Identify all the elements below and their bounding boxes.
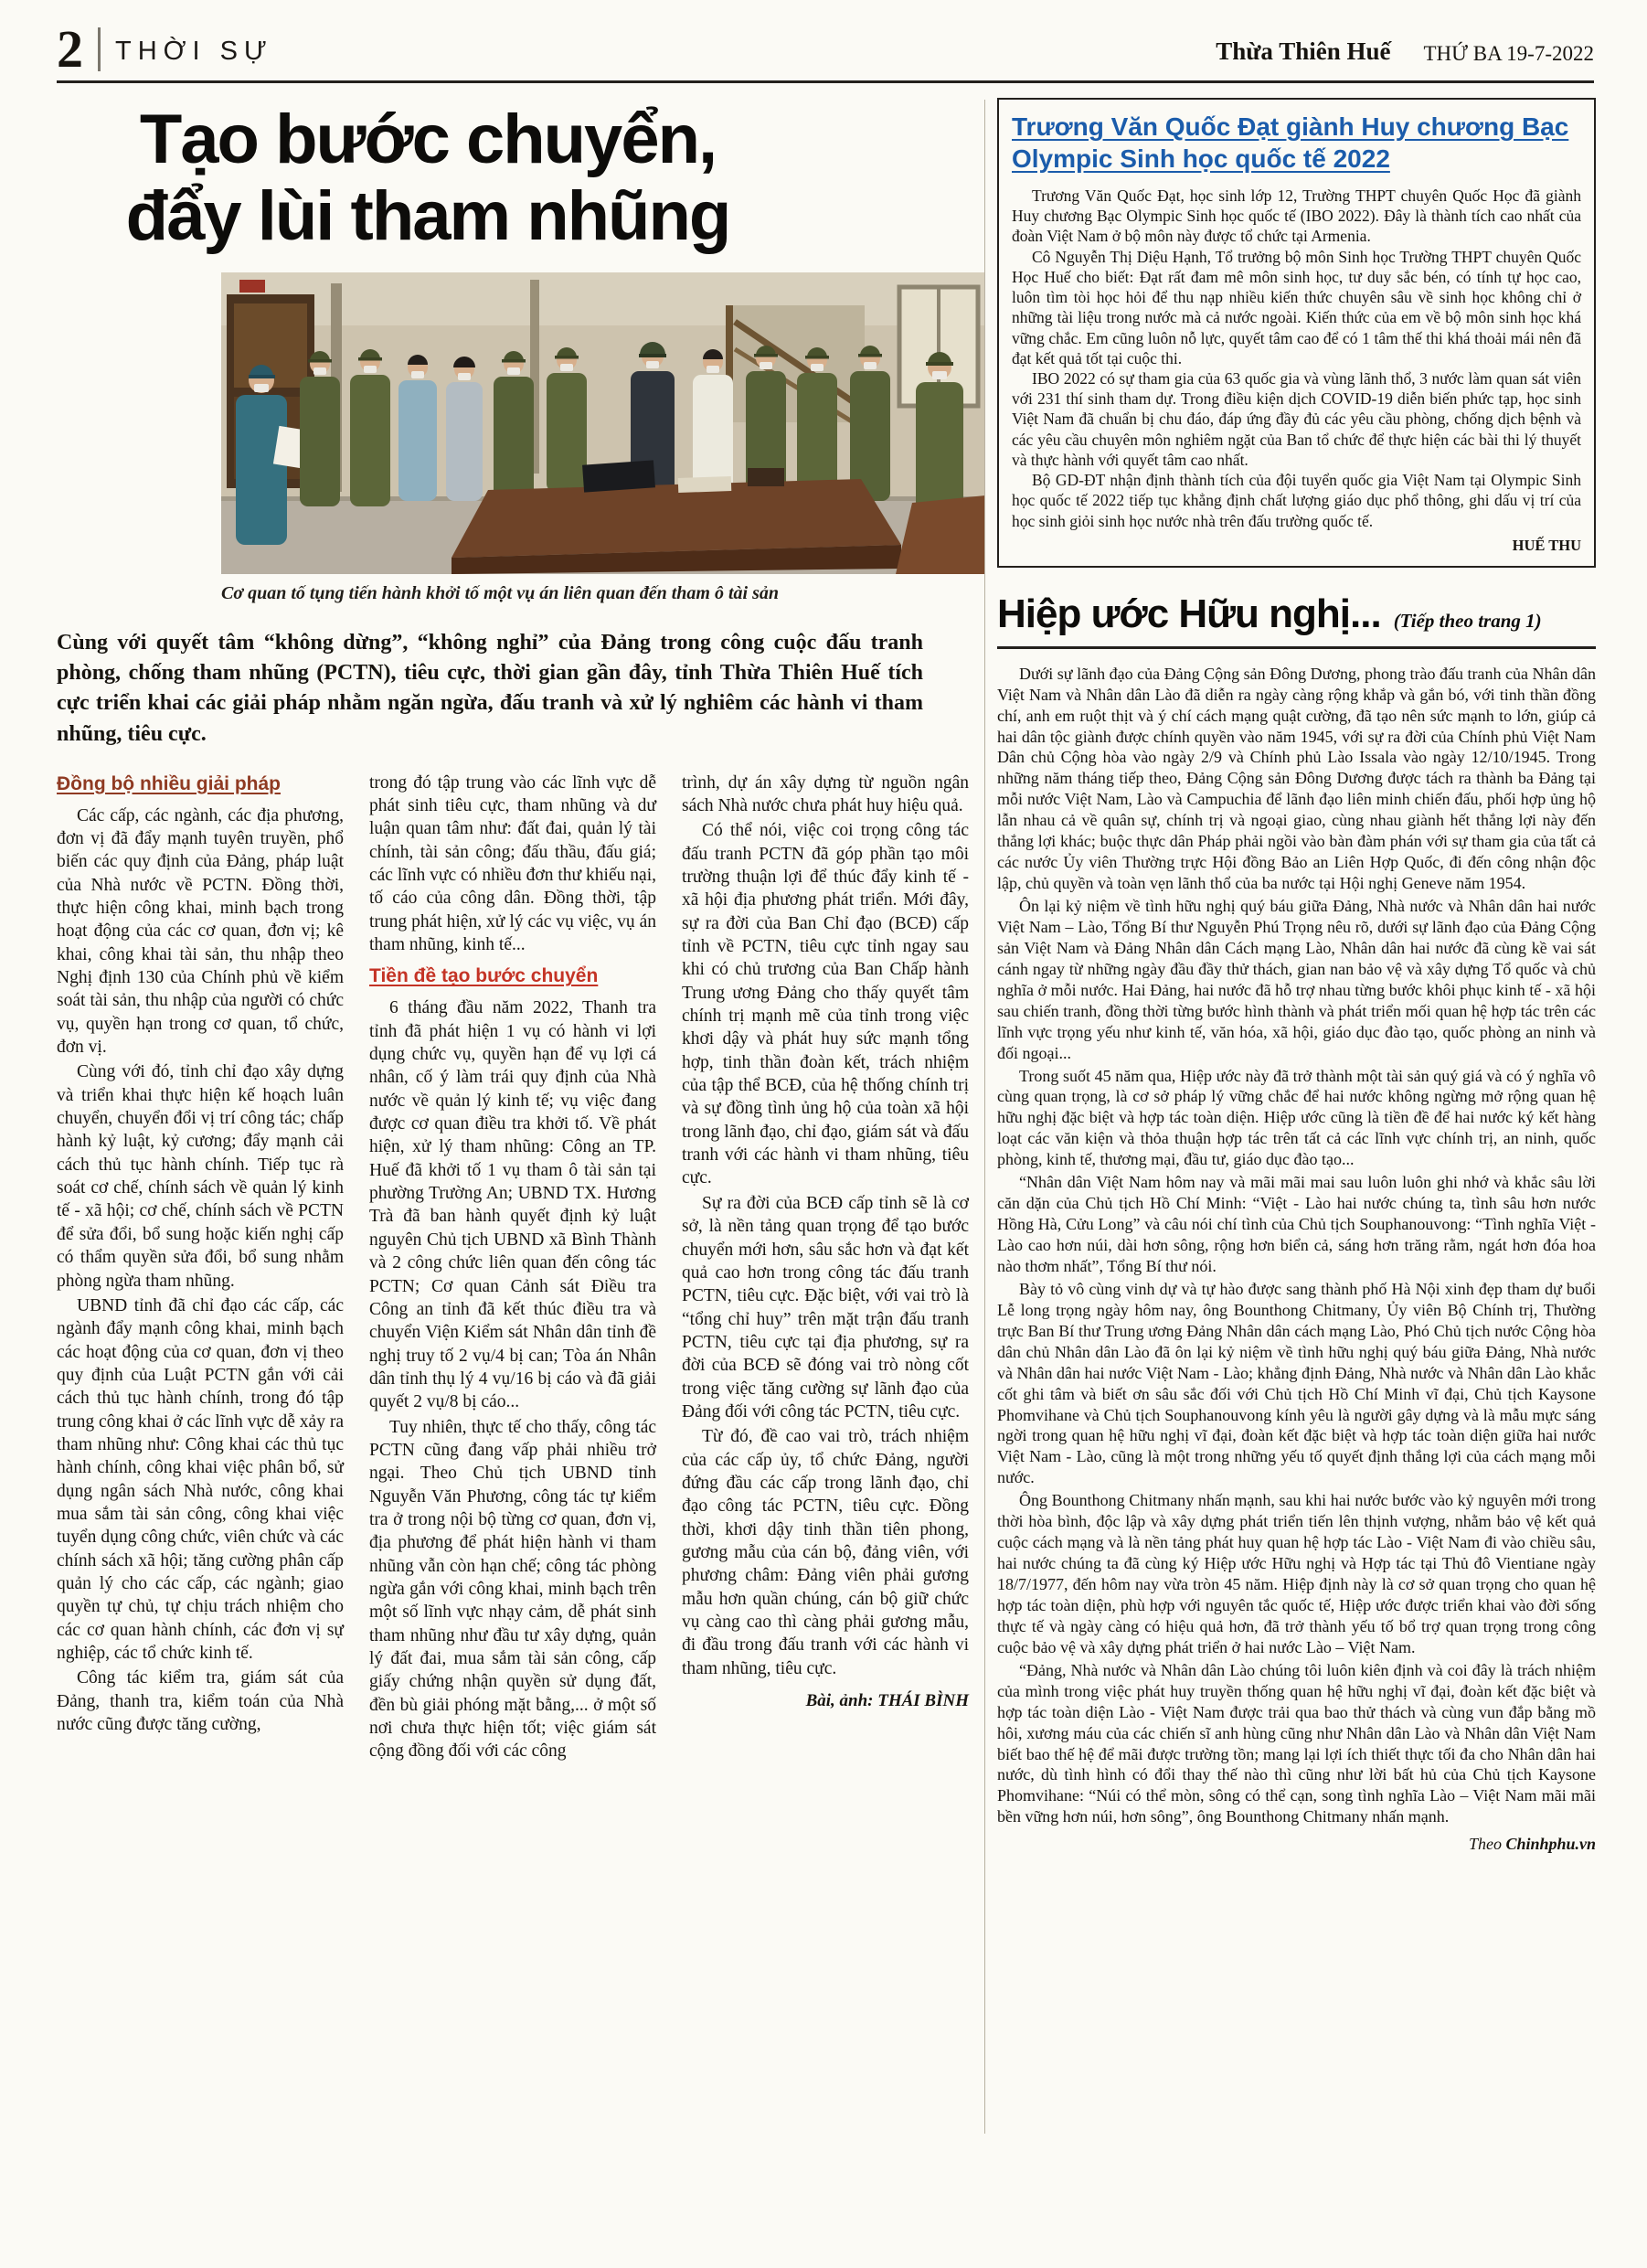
olympic-article	[997, 98, 1596, 568]
source-name: Chinhphu.vn	[1505, 1835, 1596, 1854]
treaty-body	[997, 664, 1596, 1830]
source-prefix: Theo	[1468, 1835, 1502, 1854]
main-article	[57, 98, 971, 2134]
treaty-paragraph: Ông Bounthong Chitmany nhấn mạnh, sau khi hai nước bước vào kỷ nguyên mới trong thời hòa bình, độc lập và xây dựng phát triển tiến lên thịnh vượng, nhằm bảo vệ kết quả cuộc cách mạng và là nền tảng phát huy quan hệ hợp tác Lào - Việt Nam đi vào chiều sâu, hai nước chúng ta đã cùng ký Hiệp ước Hữu nghị và Hợp tác tại Thủ đô Vientiane ngày 18/7/1977, đến hôm nay vừa tròn 45 năm. Hiệp định này là cơ sở quan trọng cho quan hệ hợp tác toàn diện, phù hợp với nguyên tắc quốc tế, Hiệp ước được triển khai vào đời sống thực tế và ngày càng có hiệu quả hơn, đã trở thành yếu tố bổ trợ quan trọng trong công cuộc bảo vệ và xây dựng phát triển ở hai nước Lào – Việt Nam.	[997, 1491, 1596, 1656]
byline: Bài, ảnh: THÁI BÌNH	[805, 1691, 969, 1711]
body-paragraph: 6 tháng đầu năm 2022, Thanh tra tỉnh đã phát hiện 1 vụ có hành vi lợi dụng chức vụ, quyền hạn để vụ lợi cá nhân, cố ý làm trái quy định của Nhà nước về quản lý kinh tế; vụ việc đang được cơ quan điều tra khởi tố. Về phát hiện, xử lý tham nhũng: Công an TP. Huế đã khởi tố 1 vụ tham ô tài sản tại phường Trường An; UBND TX. Hương Trà đã ban hành quyết định kỷ luật nguyên Chủ tịch UBND xã Bình Thành và 2 công chức liên quan đến công tác PCTN; Cơ quan Cảnh sát Điều tra Công an tỉnh đã kết thúc điều tra và chuyển Viện Kiểm sát Nhân dân tỉnh đề nghị truy tố 2 vụ/4 bị can; Tòa án Nhân dân tỉnh thụ lý 4 vụ/16 bị cáo và đã giải quyết 2 vụ/8 bị cáo...	[369, 998, 656, 1412]
column-2-paragraphs	[369, 996, 656, 1762]
olympic-paragraph: Bộ GD-ĐT nhận định thành tích của đội tuyển quốc gia Việt Nam tại Olympic Sinh học quốc tế 2022 tiếp tục khẳng định chất lượng giáo dục phổ thông, ghi dấu vị trí của học sinh giỏi sinh học nước nhà trên đấu trường quốc tế.	[1012, 471, 1581, 530]
column-3-paragraphs	[682, 819, 969, 1680]
olympic-paragraph: IBO 2022 có sự tham gia của 63 quốc gia và vùng lãnh thổ, 3 nước làm quan sát viên với 231 thí sinh tham dự. Trong điều kiện dịch COVID-19 diễn biến phức tạp, học sinh Việt Nam đã chuẩn bị chu đáo, đáp ứng đầy đủ các yêu cầu phòng, chống dịch bệnh và các yêu cầu chuyên môn nghiêm ngặt của Ban tổ chức để thực hiện các bài thi lý thuyết và thực hành với quyết tâm cao nhất.	[1012, 368, 1581, 469]
olympic-paragraph: Cô Nguyễn Thị Diệu Hạnh, Tổ trưởng bộ môn Sinh học Trường THPT chuyên Quốc Học Huế cho biết: Đạt rất đam mê môn sinh học, tư duy sắc bén, có tính tự học cao, luôn tìm tòi học hỏi để thu nạp nhiều kiến thức chuyên sâu về sinh học không chỉ ở những tài liệu trong nước mà cả nước ngoài. Kiến thức của em về bộ môn sinh học khá vững chắc. Em cũng luôn nỗ lực, quyết tâm cao để có 1 tâm thế thi khá thoải mái nên đã đạt kết quả tốt tại cuộc thi.	[1012, 247, 1581, 367]
article-lede: Cùng với quyết tâm “không dừng”, “không nghỉ” của Đảng trong công cuộc đấu tranh phòng, chống tham nhũng (PCTN), tiêu cực, thời gian gần đây, tỉnh Thừa Thiên Huế tích cực triển khai các giải pháp nhằm ngăn ngừa, đấu tranh và xử lý nghiêm các hành vi tham nhũng, tiêu cực.	[57, 631, 923, 746]
photo-documents	[678, 476, 732, 493]
body-paragraph: Sự ra đời của BCĐ cấp tỉnh sẽ là cơ sở, là nền tảng quan trọng để tạo bước chuyển mới hơn, sâu sắc hơn và đạt kết quả cao hơn trong công tác đấu tranh PCTN, tiêu cực. Đặc biệt, với vai trò là “tổng chỉ huy” trên mặt trận đấu tranh PCTN, tiêu cực tại địa phương, sự ra đời của BCĐ sẽ đóng vai trò nòng cốt trong việc tăng cường sự lãnh đạo của Đảng đối với công tác PCTN, tiêu cực.	[682, 1193, 969, 1421]
page-content	[57, 98, 1594, 2134]
treaty-paragraph: “Đảng, Nhà nước và Nhân dân Lào chúng tôi luôn kiên định và coi đây là trách nhiệm của mình trong việc phát huy truyền thống quan hệ hữu nghị vĩ đại, đoàn kết đặc biệt và hợp tác toàn diện Lào - Việt Nam được trải qua bao thử thách và cùng vun đắp bằng mồ hôi, xương máu của các chiến sĩ anh hùng cũng như Nhân dân Lào và Nhân dân Việt Nam biết bao thế hệ để mãi được trường tồn; mang lại lợi ích thiết thực tối đa cho Nhân dân hai nước, dù tình hình có đổi thay thế nào thì cũng như lời bất hủ của Chủ tịch Kaysone Phomvihane: “Núi có thể mòn, sông có thể cạn, song tình nghĩa Lào – Việt Nam mãi mãi bền vững hơn núi, hơn sông”, ông Bounthong Chitmany nhấn mạnh.	[997, 1660, 1596, 1826]
body-paragraph: Từ đó, đề cao vai trò, trách nhiệm của các cấp ủy, tổ chức Đảng, người đứng đầu các cấp trong lãnh đạo, chỉ đạo công tác PCTN, tiêu cực. Đồng thời, khơi dậy tinh thần tiên phong, gương mẫu của cán bộ, đảng viên, với phương châm: Đảng viên phải gương mẫu hơn quần chúng, cán bộ giữ chức vụ càng cao thì càng phải gương mẫu, đi đầu trong đấu tranh với các hành vi tham nhũng, tiêu cực.	[682, 1427, 969, 1678]
treaty-paragraph: Ôn lại kỷ niệm về tình hữu nghị quý báu giữa Đảng, Nhà nước và Nhân dân hai nước Việt Nam – Lào, Tổng Bí thư Nguyễn Phú Trọng nêu rõ, dưới sự lãnh đạo của Đảng Cộng sản Việt Nam và Đảng Nhân dân Cách mạng Lào, Nhân dân hai nước đã cùng kề vai sát cánh ngay từ những ngày đầu đầy thử thách, gian nan bảo vệ và xây dựng Tổ quốc và chủ nghĩa ở mỗi nước. Hai Đảng, hai nước đã hỗ trợ nhau từng bước khôi phục kinh tế - xã hội sau chiến tranh, đồng thời từng bước hình thành và phát triển mối quan hệ hợp tác trên các lĩnh vực trọng yếu như kinh tế, văn hóa, xã hội, giáo dục đào tạo, quốc phòng an ninh và đối ngoại...	[997, 897, 1596, 1062]
page-number: 2	[57, 19, 83, 80]
main-headline	[90, 101, 766, 254]
source-attribution	[997, 1835, 1596, 1854]
body-paragraph: Công tác kiểm tra, giám sát của Đảng, thanh tra, kiểm toán của Nhà nước cũng được tăng cường,	[57, 1668, 344, 1735]
body-paragraph-continued: trong đó tập trung vào các lĩnh vực dễ phát sinh tiêu cực, tham nhũng và dư luận quan tâm như: đất đai, quản lý tài chính, tài sản công; đấu thầu, đấu giá; các lĩnh vực có nhiều đơn thư khiếu nại, tố cáo của công dân. Đồng thời, tập trung phát hiện, xử lý các vụ việc, vụ án tham nhũng, kinh tế...	[369, 772, 656, 955]
main-headline-line2: đẩy lùi tham nhũng	[125, 176, 730, 255]
treaty-paragraph: Bày tỏ vô cùng vinh dự và tự hào được sang thành phố Hà Nội xinh đẹp tham dự buổi Lễ long trọng ngày hôm nay, ông Bounthong Chitmany, Ủy viên Bộ Chính trị, Thường trực Ban Bí thư Trung ương Đảng Nhân dân cách mạng Lào, Phó Chủ tịch nước Cộng hòa dân chủ Nhân dân Lào đã ôn lại kỷ niệm về tình hữu nghị quý báu giữa Đảng, Nhà nước và Nhân dân hai nước Việt Nam - Lào; khẳng định Đảng, Nhà nước và Nhân dân Lào khắc cốt ghi tâm và biết ơn sâu sắc đối với Chủ tịch Hồ Chí Minh vĩ đại, Chủ tịch Kaysone Phomvihane và Chủ tịch Souphanouvong kính yêu là người gây dựng và là mẫu mực sáng ngời trong quan hệ hữu nghị vĩ đại, đoàn kết đặc biệt và hợp tác toàn diện giữa hai nước Việt Nam - Lào, cũng là một trong những yếu tố quyết định thắng lợi của cách mạng mỗi nước.	[997, 1279, 1596, 1487]
body-column-3	[682, 772, 969, 2134]
treaty-paragraph: Dưới sự lãnh đạo của Đảng Cộng sản Đông Dương, phong trào đấu tranh của Nhân dân Việt Nam và Nhân dân Lào đã diễn ra ngày càng rộng khắp và gắn bó, với tinh thần đồng chí, anh em ruột thịt và ý chí cách mạng quật cường, đã tạo nên sức mạnh to lớn, giúp cả hai dân tộc giành được chính quyền vào năm 1945, với sự ra đời của Chính phủ Việt Nam Dân chủ Cộng hòa vào ngày 2/9 và Chính phủ Lào Issala vào ngày 12/10/1945. Trong những năm tháng tiếp theo, Đảng Cộng sản Đông Dương được tách ra thành ba Đảng tại mỗi nước Việt Nam, Lào và Campuchia để lãnh đạo liên minh chiến đấu, phối hợp ủng hộ lẫn nhau cả về quân sự, chính trị và ngoại giao, cùng nhau giành hết thắng lợi này đến thắng lợi khác; buộc thực dân Pháp phải ngồi vào bàn đàm phán với sự tham gia của tất cả các nước Ủy viên Thường trực Hội đồng Bảo an Liên Hợp Quốc, đi đến công nhận độc lập, chủ quyền và toàn vẹn lãnh thổ của ba nước tại Hội nghị Geneve năm 1954.	[997, 664, 1596, 893]
body-paragraph: UBND tỉnh đã chỉ đạo các cấp, các ngành đẩy mạnh công khai, minh bạch các hoạt động của cơ quan, đơn vị theo quy định của Luật PCTN gắn với cải cách thủ tục hành chính, trong đó tập trung công khai ở các lĩnh vực dễ xảy ra tham nhũng như: Công khai các thủ tục hành chính, công khai việc phân bổ, sử dụng ngân sách Nhà nước, công khai mua sắm tài sản công, công khai việc tuyển dụng công chức, viên chức và các chính sách xã hội; tăng cường phân cấp quản lý cho các cấp, các ngành; giao quyền tự chủ, tự chịu trách nhiệm cho các cơ quan hành chính, các đơn vị sự nghiệp, các tổ chức kinh tế.	[57, 1295, 344, 1663]
photo-briefcase	[582, 461, 655, 493]
treaty-headline-text: Hiệp ước Hữu nghị...	[997, 591, 1381, 636]
publication-date: THỨ BA 19-7-2022	[1423, 42, 1594, 65]
body-paragraph: Các cấp, các ngành, các địa phương, đơn vị đã đẩy mạnh tuyên truyền, phổ biến các quy định của Đảng, pháp luật của Nhà nước về PCTN. Đồng thời, thực hiện công khai, minh bạch trong hoạt động của các cơ quan, đơn vị; kê khai, công khai tài sản, thu nhập theo Nghị định 130 của Chính phủ về kiểm soát tài sản, thu nhập của người có chức vụ, quyền hạn trong cơ quan, tổ chức, đơn vị.	[57, 805, 344, 1058]
page-header	[57, 19, 1594, 80]
body-paragraph-continued: trình, dự án xây dựng từ nguồn ngân sách Nhà nước chưa phát huy hiệu quả.	[682, 772, 969, 815]
section-title: THỜI SỰ	[115, 37, 273, 66]
subhead-premise: Tiền đề tạo bước chuyển	[369, 965, 599, 987]
treaty-article	[997, 591, 1596, 1855]
article-body-columns	[57, 772, 971, 2134]
subhead-solutions: Đồng bộ nhiều giải pháp	[57, 772, 281, 794]
header-divider-bar	[98, 27, 101, 71]
continued-from-note: (Tiếp theo trang 1)	[1393, 609, 1542, 632]
olympic-headline: Trương Văn Quốc Đạt giành Huy chương Bạc Olympic Sinh học quốc tế 2022	[1012, 112, 1569, 173]
masthead: Thừa Thiên Huế	[1216, 37, 1391, 65]
right-column	[997, 98, 1596, 1854]
header-rule	[57, 80, 1594, 83]
body-column-1	[57, 772, 344, 2134]
olympic-paragraph: Trương Văn Quốc Đạt, học sinh lớp 12, Trường THPT chuyên Quốc Học đã giành Huy chương Bạc Olympic Sinh học quốc tế (IBO 2022). Đây là thành tích cao nhất của đoàn Việt Nam ở bộ môn này được tổ chức tại Armenia.	[1012, 186, 1581, 246]
column-divider	[984, 100, 985, 2134]
main-headline-line1: Tạo bước chuyển,	[139, 101, 717, 178]
article-photo-figure	[221, 272, 985, 604]
photo-caption: Cơ quan tố tụng tiến hành khởi tố một vụ án liên quan đến tham ô tài sản	[221, 583, 779, 604]
body-paragraph: Có thể nói, việc coi trọng công tác đấu tranh PCTN đã góp phần tạo môi trường thuận lợi để thúc đẩy kinh tế - xã hội địa phương phát triển. Mới đây, sự ra đời của Ban Chỉ đạo (BCĐ) cấp tỉnh về PCTN, tiêu cực tỉnh ngay sau khi có chủ trương của Ban Chấp hành Trung ương Đảng cho thấy quyết tâm chính trị mạnh mẽ của tỉnh trong việc khơi dậy và phát huy sức mạnh tổng hợp, tinh thần đoàn kết, trách nhiệm của tập thể BCĐ, của hệ thống chính trị và sự đồng tình ủng hộ của toàn xã hội trong lãnh đạo, chỉ đạo, giám sát và đấu tranh với các hành vi tham nhũng, tiêu cực.	[682, 821, 969, 1188]
news-photo	[221, 272, 985, 574]
body-column-2	[369, 772, 656, 2134]
treaty-headline	[997, 591, 1596, 649]
header-right	[1216, 37, 1594, 71]
header-left	[57, 19, 273, 80]
body-paragraph: Cùng với đó, tỉnh chỉ đạo xây dựng và triển khai thực hiện kế hoạch luân chuyển, chuyển đổi vị trí công tác; chấp hành kỷ luật, kỷ cương; đẩy mạnh cải cách thủ tục hành chính. Tiếp tục rà soát cơ chế, chính sách về quản lý kinh tế - xã hội; cơ chế, chính sách về PCTN để sửa đổi, bổ sung hoặc kiến nghị cấp có thẩm quyền sửa đổi, bổ sung nhằm phòng ngừa tham nhũng.	[57, 1062, 344, 1291]
treaty-paragraph: Trong suốt 45 năm qua, Hiệp ước này đã trở thành một tài sản quý giá và có ý nghĩa vô cùng quan trọng, là cơ sở pháp lý vững chắc để hai nước không ngừng mở rộng quan hệ hữu nghị đặc biệt và hợp tác toàn diện. Hiệp ước cũng là tiền đề để hai nước ký kết hàng loạt các văn kiện và thỏa thuận hợp tác trên tất cả các lĩnh vực chính trị, an ninh, quốc phòng, kinh tế, thương mại, đầu tư, giáo dục đào tạo...	[997, 1066, 1596, 1169]
olympic-author: HUẾ THU	[1512, 536, 1581, 554]
treaty-paragraph: “Nhân dân Việt Nam hôm nay và mãi mãi mai sau luôn luôn ghi nhớ và khắc sâu lời căn dặn của Chủ tịch Hồ Chí Minh: “Việt - Lào hai nước chúng ta, tình sâu hơn nước Hồng Hà, Cửu Long” và câu nói chí tình của Chủ tịch Souphanouvong: “Tình nghĩa Việt - Lào cao hơn núi, dài hơn sông, rộng hơn biển cả, sáng hơn trăng rằm, ngát hơn đóa hoa nào thơm nhất”, Tổng Bí thư nói.	[997, 1173, 1596, 1275]
olympic-body	[1012, 186, 1581, 531]
column-1-paragraphs	[57, 804, 344, 1737]
body-paragraph: Tuy nhiên, thực tế cho thấy, công tác PCTN cũng đang vấp phải nhiều trở ngại. Theo Chủ tịch UBND tỉnh Nguyễn Văn Phương, công tác tự kiểm tra ở trong nội bộ từng cơ quan, đơn vị, địa phương để phát hiện hành vi tham nhũng vẫn còn hạn chế; công tác phòng ngừa gắn với công khai, minh bạch trên một số lĩnh vực nhạy cảm, dễ phát sinh tham nhũng như đầu tư xây dựng, quản lý đất đai, mua sắm tài sản công, cấp giấy chứng nhận quyền sử dụng đất, đền bù giải phóng mặt bằng,... ở một số nơi chưa thực hiện tốt; việc giám sát cộng đồng đối với các công	[369, 1417, 656, 1762]
